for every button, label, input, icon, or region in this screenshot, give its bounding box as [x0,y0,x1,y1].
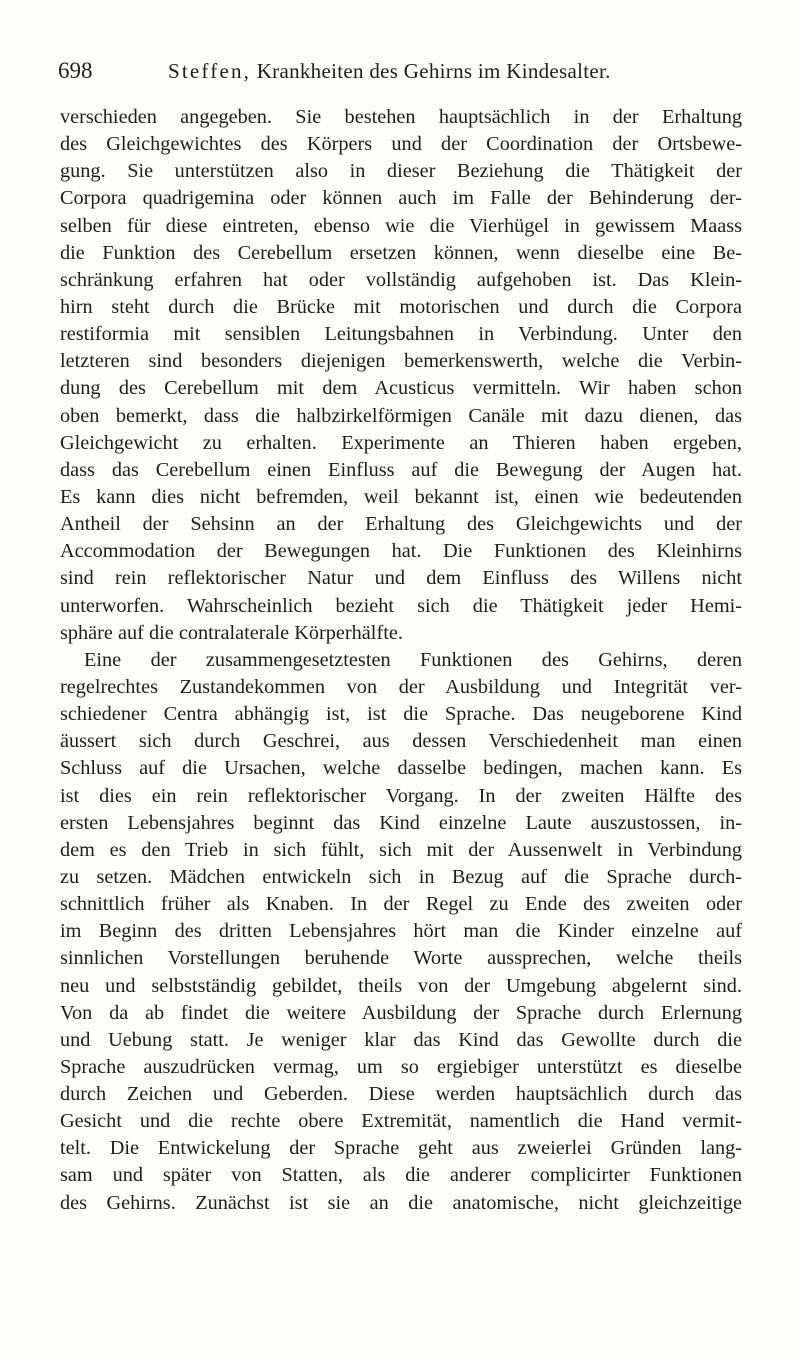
text-line: ersten Lebensjahres beginnt das Kind einzelne Laute auszustossen, in- [60,811,742,834]
text-line: Gesicht und die rechte obere Extremität, namentlich die Hand vermit- [60,1110,742,1133]
text-line: des Gleichgewichtes des Körpers und der Coordination der Ortsbewe- [60,133,742,156]
text-line: Accommodation der Bewegungen hat. Die Funktionen des Kleinhirns [60,540,742,563]
text-line: des Gehirns. Zunächst ist sie an die anatomische, nicht gleichzeitige [60,1191,742,1214]
text-line: schnittlich früher als Knaben. In der Regel zu Ende des zweiten oder [60,893,742,916]
text-line: selben für diese eintreten, ebenso wie die Vierhügel in gewissem Maass [60,214,742,237]
text-line: neu und selbstständig gebildet, theils von der Umgebung abgelernt sind. [60,974,742,997]
text-line: Eine der zusammengesetztesten Funktionen des Gehirns, deren [84,648,742,671]
text-line: regelrechtes Zustandekommen von der Ausbildung und Integrität ver- [60,675,742,698]
text-line: im Beginn des dritten Lebensjahres hört man die Kinder einzelne auf [60,920,742,943]
text-line: hirn steht durch die Brücke mit motorischen und durch die Corpora [60,295,742,318]
text-line: oben bemerkt, dass die halbzirkelförmigen Canäle mit dazu dienen, das [60,404,742,427]
text-line: sinnlichen Vorstellungen beruhende Worte aussprechen, welche theils [60,947,742,970]
text-line: sphäre auf die contralaterale Körperhälfte. [60,621,403,644]
text-line: restiformia mit sensiblen Leitungsbahnen in Verbindung. Unter den [60,323,742,346]
text-line: und Uebung statt. Je weniger klar das Kind das Gewollte durch die [60,1028,742,1051]
body-text [60,104,742,1217]
text-line: durch Zeichen und Geberden. Diese werden hauptsächlich durch das [60,1083,742,1106]
text-line: unterworfen. Wahrscheinlich bezieht sich die Thätigkeit jeder Hemi- [60,594,742,617]
text-line: Corpora quadrigemina oder können auch im Falle der Behinderung der- [60,187,742,210]
text-line: Es kann dies nicht befremden, weil bekannt ist, einen wie bedeutenden [60,485,742,508]
text-line: ist dies ein rein reflektorischer Vorgang. In der zweiten Hälfte des [60,784,742,807]
text-line: verschieden angegeben. Sie bestehen hauptsächlich in der Erhaltung [60,106,742,128]
text-line: zu setzen. Mädchen entwickeln sich in Bezug auf die Sprache durch- [60,865,742,888]
text-line: sam und später von Statten, als die anderer complicirter Funktionen [60,1164,742,1187]
text-line: Sprache auszudrücken vermag, um so ergiebiger unterstützt es dieselbe [60,1055,742,1078]
page-number: 698 [58,58,93,83]
text-line: sind rein reflektorischer Natur und dem Einfluss des Willens nicht [60,567,742,590]
running-title-text: Krankheiten des Gehirns im Kindesalter. [256,59,611,83]
text-line: Gleichgewicht zu erhalten. Experimente an Thieren haben ergeben, [60,431,742,454]
text-line: Antheil der Sehsinn an der Erhaltung des Gleichgewichts und der [60,513,742,536]
page-header [58,56,758,86]
text-line: dem es den Trieb in sich fühlt, sich mit der Aussenwelt in Verbindung [60,838,742,861]
running-title [168,56,611,86]
text-line: schiedener Centra abhängig ist, ist die Sprache. Das neugeborene Kind [60,703,742,726]
text-line: telt. Die Entwickelung der Sprache geht aus zweierlei Gründen lang- [60,1137,742,1160]
text-line: äussert sich durch Geschrei, aus dessen Verschiedenheit man einen [60,730,742,753]
text-line: dass das Cerebellum einen Einfluss auf die Bewegung der Augen hat. [60,458,742,481]
text-line: gung. Sie unterstützen also in dieser Beziehung die Thätigkeit der [60,160,742,183]
running-title-author: Steffen, [168,59,252,83]
text-line: die Funktion des Cerebellum ersetzen können, wenn dieselbe eine Be- [60,241,742,264]
text-line: Schluss auf die Ursachen, welche dasselbe bedingen, machen kann. Es [60,757,742,780]
text-line: schränkung erfahren hat oder vollständig aufgehoben ist. Das Klein- [60,268,742,291]
text-line: Von da ab findet die weitere Ausbildung der Sprache durch Erlernung [60,1001,742,1024]
text-line: dung des Cerebellum mit dem Acusticus vermitteln. Wir haben schon [60,377,742,400]
text-line: letzteren sind besonders diejenigen bemerkenswerth, welche die Verbin- [60,350,742,373]
